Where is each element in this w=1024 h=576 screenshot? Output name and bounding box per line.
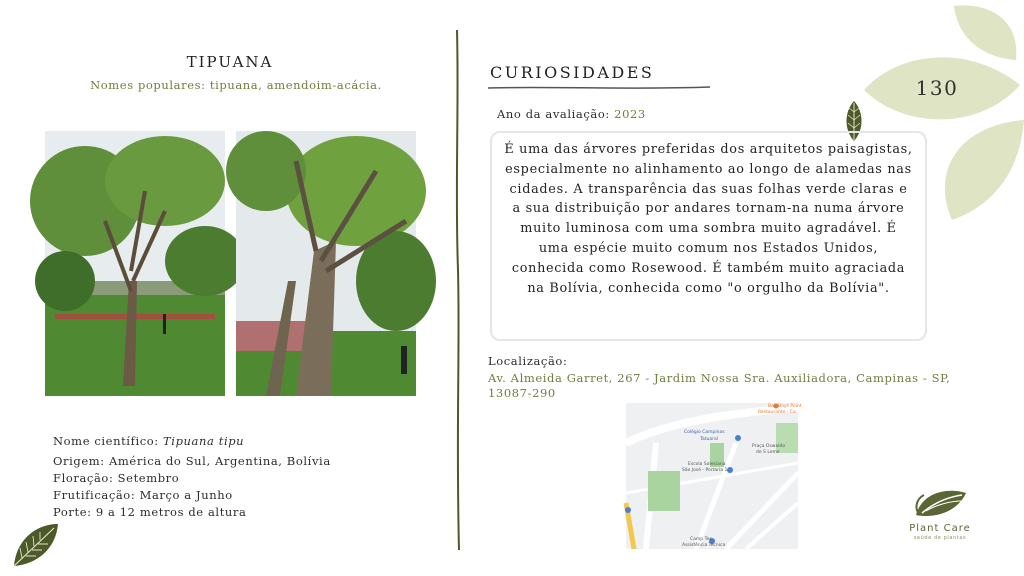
evaluation-year	[497, 107, 646, 121]
popular-names: Nomes populares: tipuana, amendoim-acácia.	[90, 78, 382, 92]
scientific-name-label: Nome científico:	[53, 434, 159, 448]
location-map[interactable]	[626, 403, 802, 549]
logo-brand: Plant Care	[909, 523, 971, 534]
decorative-leaves-icon	[860, 0, 1024, 225]
plant-care-logo	[900, 485, 980, 541]
map-label-6: Escola Salesiana	[688, 462, 726, 467]
location-label: Localização:	[488, 354, 568, 368]
year-label: Ano da avaliação:	[497, 107, 610, 121]
curiosities-heading: CURIOSIDADES	[490, 63, 655, 82]
plant-facts	[53, 433, 331, 521]
heading-underline	[488, 85, 710, 91]
logo-tagline: saúde de plantas	[913, 535, 967, 541]
leaf-icon	[8, 520, 62, 570]
tree-photo-1	[45, 131, 225, 396]
curiosities-text: É uma das árvores preferidas dos arquitetos paisagistas, especialmente no alinhamento ao longo de alamedas nas cidades. A transparência das suas folhas verde claras e a sua distribuição por andares tornam-na numa árvore muito luminosa com uma sombra muito agradável. É uma espécie muito comum nos Estados Unidos, conhecida como Rosewood. É também muito agraciada na Bolívia, conhecida como "o orgulho da Bolívia".	[504, 142, 913, 296]
plant-title: TIPUANA	[186, 53, 274, 71]
map-label-0: Bad Boys Point	[768, 404, 802, 409]
map-label-5: de S Leme	[756, 450, 780, 455]
fruiting-row: Frutificação: Março a Junho	[53, 488, 233, 502]
origin-row: Origem: América do Sul, Argentina, Bolívia	[53, 454, 331, 468]
size-row: Porte: 9 a 12 metros de altura	[53, 505, 247, 519]
map-label-3: Tatuaral	[700, 437, 718, 442]
flowering-row: Floração: Setembro	[53, 471, 180, 485]
scientific-name-value: Tipuana tipu	[163, 434, 245, 448]
map-label-1: Restaurante · Ca	[758, 410, 796, 415]
year-value: 2023	[614, 107, 646, 121]
map-label-9: Assistência Técnica	[682, 543, 726, 548]
location-address: Av. Almeida Garret, 267 - Jardim Nossa Sra. Auxiliadora, Campinas - SP, 13087-290	[488, 371, 951, 400]
plant-care-logo-icon	[912, 485, 968, 519]
scientific-name-row	[53, 433, 331, 450]
map-label-2: Colégio Campinas	[684, 430, 725, 435]
column-divider	[452, 30, 464, 550]
tree-photo-2	[236, 131, 416, 396]
map-label-8: Camp Tec	[690, 537, 712, 542]
map-label-7: São José - Portaria 1	[682, 468, 728, 473]
page-number: 130	[915, 76, 959, 100]
map-label-4: Praça Oswaldo	[752, 444, 786, 449]
